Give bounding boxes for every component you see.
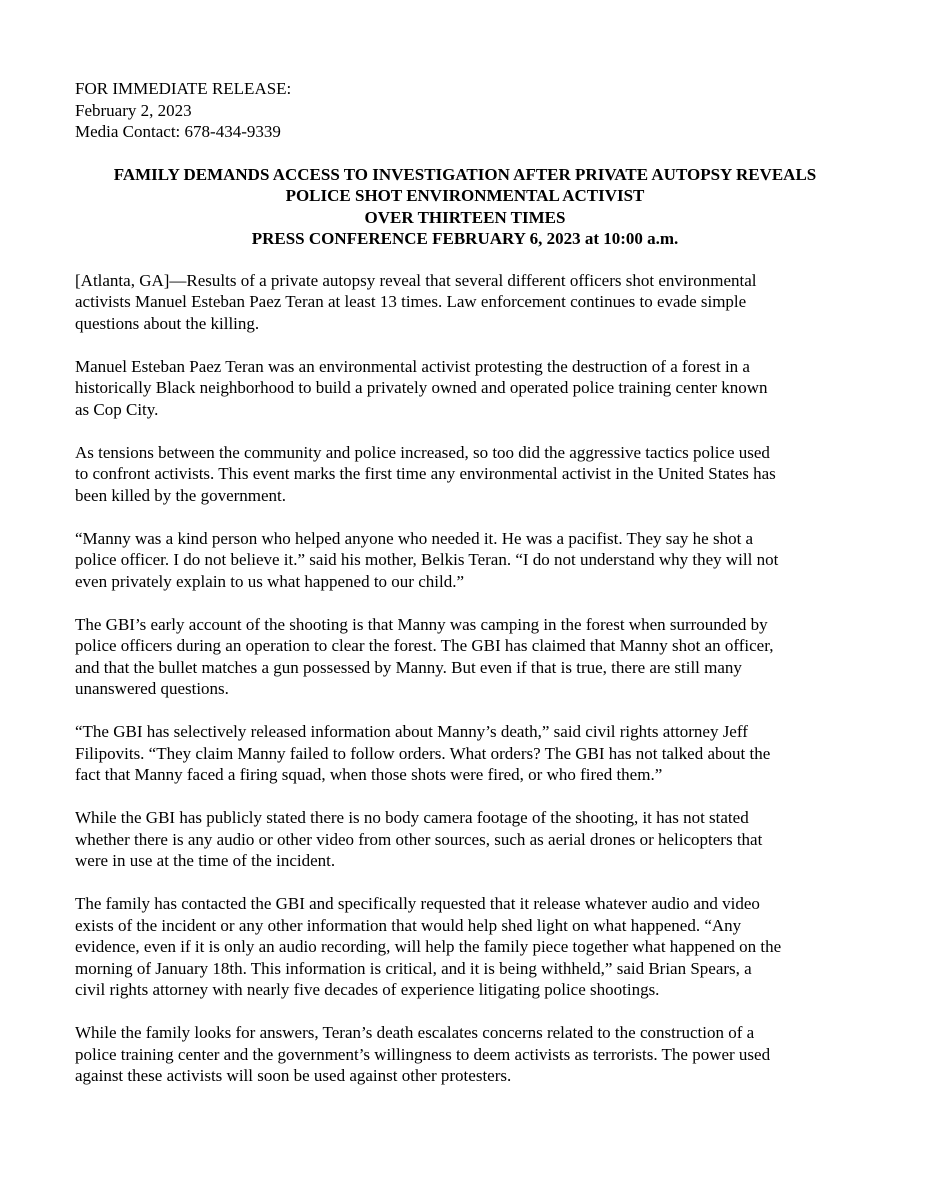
paragraph-line: whether there is any audio or other video from other sources, such as aerial drones or helicopters that [75,829,763,849]
paragraph-line: Manuel Esteban Paez Teran was an environmental activist protesting the destruction of a forest in a [75,356,750,376]
release-header [75,78,855,143]
paragraph-line: As tensions between the community and police increased, so too did the aggressive tactics police used [75,442,770,462]
paragraph-line: evidence, even if it is only an audio recording, will help the family piece together what happened on the [75,937,782,956]
paragraph-line: as Cop City. [75,399,159,419]
paragraph-line: police officer. I do not believe it.” said his mother, Belkis Teran. “I do not understand why they will not [75,550,779,569]
media-contact: Media Contact: 678-434-9339 [75,122,281,141]
paragraph-line: fact that Manny faced a firing squad, when those shots were fired, or who fired them.” [75,765,663,784]
body-paragraph [75,614,855,700]
paragraph-line: and that the bullet matches a gun possessed by Manny. But even if that is true, there are still many [75,657,742,677]
headline-line-1: FAMILY DEMANDS ACCESS TO INVESTIGATION AFTER PRIVATE AUTOPSY REVEALS [113,164,817,184]
paragraph-line: Filipovits. “They claim Manny failed to follow orders. What orders? The GBI has not talked about the [75,743,771,763]
paragraph-line: questions about the killing. [75,313,260,333]
body-paragraph [75,721,855,786]
paragraph-line: historically Black neighborhood to build a privately owned and operated police training center known [75,378,768,397]
paragraph-line: against these activists will soon be used against other protesters. [75,1066,512,1085]
paragraph-line: even privately explain to us what happened to our child.” [75,571,464,591]
headline-line-2: POLICE SHOT ENVIRONMENTAL ACTIVIST [285,186,645,205]
paragraph-line: “Manny was a kind person who helped anyone who needed it. He was a pacifist. They say he shot a [75,528,754,548]
paragraph-line: unanswered questions. [75,679,229,698]
body-paragraph [75,528,855,593]
paragraph-line: exists of the incident or any other information that would help shed light on what happened. “Any [75,915,742,935]
body-paragraph [75,1022,855,1087]
headline-line-3: OVER THIRTEEN TIMES [364,207,566,227]
paragraph-line: to confront activists. This event marks the first time any environmental activist in the United States has [75,464,776,483]
press-release-page [75,78,855,1108]
body-text [75,270,855,1087]
paragraph-line: were in use at the time of the incident. [75,851,336,870]
paragraph-line: police officers during an operation to clear the forest. The GBI has claimed that Manny shot an officer, [75,636,774,655]
paragraph-line: “The GBI has selectively released information about Manny’s death,” said civil rights attorney Jeff [75,722,748,741]
paragraph-line: activists Manuel Esteban Paez Teran at least 13 times. Law enforcement continues to evade simple [75,292,747,311]
body-paragraph [75,270,855,335]
paragraph-line: The GBI’s early account of the shooting is that Manny was camping in the forest when surrounded by [75,614,768,634]
paragraph-line: civil rights attorney with nearly five decades of experience litigating police shootings. [75,980,660,999]
headline [75,164,855,250]
body-paragraph [75,356,855,421]
paragraph-line: morning of January 18th. This information is critical, and it is being withheld,” said Brian Spears, a [75,958,752,978]
paragraph-line: While the family looks for answers, Teran’s death escalates concerns related to the construction of a [75,1023,755,1042]
body-paragraph [75,807,855,872]
paragraph-line: [Atlanta, GA]—Results of a private autopsy reveal that several different officers shot environmental [75,270,757,290]
release-label: FOR IMMEDIATE RELEASE: [75,79,292,98]
press-conference-line: PRESS CONFERENCE FEBRUARY 6, 2023 at 10:00 a.m. [251,229,679,248]
body-paragraph [75,442,855,507]
release-date: February 2, 2023 [75,100,192,120]
paragraph-line: While the GBI has publicly stated there is no body camera footage of the shooting, it has not stated [75,808,749,827]
paragraph-line: been killed by the government. [75,485,287,505]
body-paragraph [75,893,855,1001]
paragraph-line: police training center and the government’s willingness to deem activists as terrorists. The power used [75,1044,771,1064]
paragraph-line: The family has contacted the GBI and specifically requested that it release whatever audio and video [75,894,760,913]
